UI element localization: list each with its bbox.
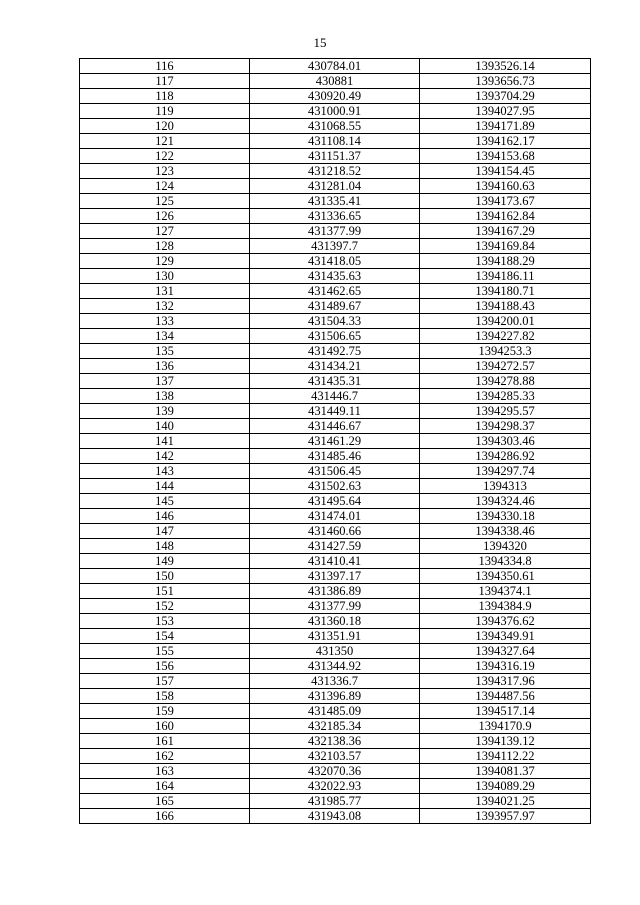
point-number-cell: 131 (80, 284, 250, 299)
x-coordinate-cell: 431489.67 (250, 299, 420, 314)
coordinates-table-body (80, 59, 591, 824)
x-coordinate-cell: 431446.67 (250, 419, 420, 434)
x-coordinate-cell: 431397.7 (250, 239, 420, 254)
y-coordinate-cell: 1394297.74 (420, 464, 591, 479)
point-number-cell: 148 (80, 539, 250, 554)
x-coordinate-cell: 431502.63 (250, 479, 420, 494)
x-coordinate-cell: 432070.36 (250, 764, 420, 779)
x-coordinate-cell: 431495.64 (250, 494, 420, 509)
table-row (80, 584, 591, 599)
x-coordinate-cell: 431344.92 (250, 659, 420, 674)
point-number-cell: 125 (80, 194, 250, 209)
point-number-cell: 157 (80, 674, 250, 689)
x-coordinate-cell: 431943.08 (250, 809, 420, 824)
point-number-cell: 145 (80, 494, 250, 509)
point-number-cell: 153 (80, 614, 250, 629)
x-coordinate-cell: 431485.09 (250, 704, 420, 719)
x-coordinate-cell: 432022.93 (250, 779, 420, 794)
point-number-cell: 130 (80, 269, 250, 284)
table-row (80, 194, 591, 209)
x-coordinate-cell: 431435.31 (250, 374, 420, 389)
y-coordinate-cell: 1394171.89 (420, 119, 591, 134)
y-coordinate-cell: 1394253.3 (420, 344, 591, 359)
point-number-cell: 135 (80, 344, 250, 359)
x-coordinate-cell: 431506.45 (250, 464, 420, 479)
y-coordinate-cell: 1394027.95 (420, 104, 591, 119)
table-row (80, 644, 591, 659)
table-row (80, 569, 591, 584)
x-coordinate-cell: 432103.57 (250, 749, 420, 764)
point-number-cell: 142 (80, 449, 250, 464)
table-row (80, 509, 591, 524)
y-coordinate-cell: 1394081.37 (420, 764, 591, 779)
y-coordinate-cell: 1394316.19 (420, 659, 591, 674)
table-row (80, 239, 591, 254)
y-coordinate-cell: 1394173.67 (420, 194, 591, 209)
y-coordinate-cell: 1394330.18 (420, 509, 591, 524)
table-row (80, 674, 591, 689)
table-row (80, 434, 591, 449)
y-coordinate-cell: 1394169.84 (420, 239, 591, 254)
point-number-cell: 158 (80, 689, 250, 704)
table-row (80, 494, 591, 509)
point-number-cell: 132 (80, 299, 250, 314)
y-coordinate-cell: 1394317.96 (420, 674, 591, 689)
table-row (80, 704, 591, 719)
point-number-cell: 141 (80, 434, 250, 449)
x-coordinate-cell: 431418.05 (250, 254, 420, 269)
y-coordinate-cell: 1394320 (420, 539, 591, 554)
point-number-cell: 116 (80, 59, 250, 74)
point-number-cell: 117 (80, 74, 250, 89)
point-number-cell: 143 (80, 464, 250, 479)
y-coordinate-cell: 1394186.11 (420, 269, 591, 284)
coordinates-table (79, 58, 591, 824)
table-row (80, 104, 591, 119)
point-number-cell: 156 (80, 659, 250, 674)
table-row (80, 689, 591, 704)
table-row (80, 59, 591, 74)
x-coordinate-cell: 431068.55 (250, 119, 420, 134)
point-number-cell: 160 (80, 719, 250, 734)
point-number-cell: 146 (80, 509, 250, 524)
y-coordinate-cell: 1394112.22 (420, 749, 591, 764)
point-number-cell: 161 (80, 734, 250, 749)
point-number-cell: 139 (80, 404, 250, 419)
point-number-cell: 163 (80, 764, 250, 779)
table-row (80, 809, 591, 824)
y-coordinate-cell: 1394162.84 (420, 209, 591, 224)
point-number-cell: 128 (80, 239, 250, 254)
point-number-cell: 122 (80, 149, 250, 164)
y-coordinate-cell: 1394324.46 (420, 494, 591, 509)
table-row (80, 134, 591, 149)
y-coordinate-cell: 1394167.29 (420, 224, 591, 239)
point-number-cell: 134 (80, 329, 250, 344)
y-coordinate-cell: 1393526.14 (420, 59, 591, 74)
table-row (80, 554, 591, 569)
point-number-cell: 119 (80, 104, 250, 119)
point-number-cell: 149 (80, 554, 250, 569)
x-coordinate-cell: 430784.01 (250, 59, 420, 74)
table-row (80, 659, 591, 674)
y-coordinate-cell: 1394285.33 (420, 389, 591, 404)
table-row (80, 284, 591, 299)
table-row (80, 749, 591, 764)
x-coordinate-cell: 431000.91 (250, 104, 420, 119)
x-coordinate-cell: 431492.75 (250, 344, 420, 359)
y-coordinate-cell: 1394295.57 (420, 404, 591, 419)
y-coordinate-cell: 1394272.57 (420, 359, 591, 374)
point-number-cell: 151 (80, 584, 250, 599)
point-number-cell: 121 (80, 134, 250, 149)
x-coordinate-cell: 431435.63 (250, 269, 420, 284)
point-number-cell: 152 (80, 599, 250, 614)
x-coordinate-cell: 431485.46 (250, 449, 420, 464)
point-number-cell: 147 (80, 524, 250, 539)
point-number-cell: 123 (80, 164, 250, 179)
y-coordinate-cell: 1394200.01 (420, 314, 591, 329)
table-row (80, 314, 591, 329)
point-number-cell: 124 (80, 179, 250, 194)
table-row (80, 254, 591, 269)
point-number-cell: 126 (80, 209, 250, 224)
x-coordinate-cell: 431350 (250, 644, 420, 659)
table-row (80, 179, 591, 194)
table-row (80, 794, 591, 809)
x-coordinate-cell: 431351.91 (250, 629, 420, 644)
x-coordinate-cell: 431151.37 (250, 149, 420, 164)
y-coordinate-cell: 1394338.46 (420, 524, 591, 539)
x-coordinate-cell: 431985.77 (250, 794, 420, 809)
table-row (80, 89, 591, 104)
point-number-cell: 127 (80, 224, 250, 239)
table-row (80, 764, 591, 779)
y-coordinate-cell: 1394517.14 (420, 704, 591, 719)
point-number-cell: 138 (80, 389, 250, 404)
x-coordinate-cell: 430920.49 (250, 89, 420, 104)
x-coordinate-cell: 431474.01 (250, 509, 420, 524)
y-coordinate-cell: 1394334.8 (420, 554, 591, 569)
point-number-cell: 159 (80, 704, 250, 719)
x-coordinate-cell: 431449.11 (250, 404, 420, 419)
table-row (80, 524, 591, 539)
x-coordinate-cell: 431336.65 (250, 209, 420, 224)
x-coordinate-cell: 431427.59 (250, 539, 420, 554)
x-coordinate-cell: 431281.04 (250, 179, 420, 194)
point-number-cell: 136 (80, 359, 250, 374)
point-number-cell: 144 (80, 479, 250, 494)
point-number-cell: 150 (80, 569, 250, 584)
table-row (80, 374, 591, 389)
x-coordinate-cell: 431396.89 (250, 689, 420, 704)
y-coordinate-cell: 1394188.43 (420, 299, 591, 314)
point-number-cell: 133 (80, 314, 250, 329)
table-row (80, 359, 591, 374)
y-coordinate-cell: 1394089.29 (420, 779, 591, 794)
page-number: 15 (313, 35, 327, 50)
point-number-cell: 118 (80, 89, 250, 104)
y-coordinate-cell: 1394327.64 (420, 644, 591, 659)
table-row (80, 269, 591, 284)
y-coordinate-cell: 1394227.82 (420, 329, 591, 344)
table-row (80, 419, 591, 434)
point-number-cell: 162 (80, 749, 250, 764)
table-row (80, 539, 591, 554)
y-coordinate-cell: 1394170.9 (420, 719, 591, 734)
x-coordinate-cell: 431360.18 (250, 614, 420, 629)
y-coordinate-cell: 1393656.73 (420, 74, 591, 89)
table-row (80, 119, 591, 134)
x-coordinate-cell: 432138.36 (250, 734, 420, 749)
x-coordinate-cell: 431434.21 (250, 359, 420, 374)
point-number-cell: 164 (80, 779, 250, 794)
y-coordinate-cell: 1394278.88 (420, 374, 591, 389)
table-row (80, 734, 591, 749)
y-coordinate-cell: 1394160.63 (420, 179, 591, 194)
point-number-cell: 129 (80, 254, 250, 269)
table-row (80, 404, 591, 419)
x-coordinate-cell: 431410.41 (250, 554, 420, 569)
x-coordinate-cell: 431446.7 (250, 389, 420, 404)
point-number-cell: 137 (80, 374, 250, 389)
y-coordinate-cell: 1394139.12 (420, 734, 591, 749)
point-number-cell: 155 (80, 644, 250, 659)
table-row (80, 479, 591, 494)
x-coordinate-cell: 432185.34 (250, 719, 420, 734)
y-coordinate-cell: 1394350.61 (420, 569, 591, 584)
x-coordinate-cell: 431336.7 (250, 674, 420, 689)
x-coordinate-cell: 431462.65 (250, 284, 420, 299)
y-coordinate-cell: 1394303.46 (420, 434, 591, 449)
y-coordinate-cell: 1393957.97 (420, 809, 591, 824)
x-coordinate-cell: 431461.29 (250, 434, 420, 449)
x-coordinate-cell: 431504.33 (250, 314, 420, 329)
x-coordinate-cell: 431397.17 (250, 569, 420, 584)
y-coordinate-cell: 1394376.62 (420, 614, 591, 629)
x-coordinate-cell: 430881 (250, 74, 420, 89)
y-coordinate-cell: 1394180.71 (420, 284, 591, 299)
y-coordinate-cell: 1394021.25 (420, 794, 591, 809)
table-row (80, 629, 591, 644)
point-number-cell: 166 (80, 809, 250, 824)
table-row (80, 344, 591, 359)
table-row (80, 449, 591, 464)
y-coordinate-cell: 1394154.45 (420, 164, 591, 179)
y-coordinate-cell: 1394313 (420, 479, 591, 494)
table-row (80, 149, 591, 164)
table-row (80, 599, 591, 614)
x-coordinate-cell: 431377.99 (250, 599, 420, 614)
x-coordinate-cell: 431218.52 (250, 164, 420, 179)
table-row (80, 164, 591, 179)
x-coordinate-cell: 431460.66 (250, 524, 420, 539)
table-row (80, 464, 591, 479)
table-row (80, 209, 591, 224)
x-coordinate-cell: 431108.14 (250, 134, 420, 149)
y-coordinate-cell: 1394384.9 (420, 599, 591, 614)
table-row (80, 614, 591, 629)
x-coordinate-cell: 431386.89 (250, 584, 420, 599)
table-row (80, 779, 591, 794)
x-coordinate-cell: 431335.41 (250, 194, 420, 209)
x-coordinate-cell: 431377.99 (250, 224, 420, 239)
point-number-cell: 165 (80, 794, 250, 809)
point-number-cell: 154 (80, 629, 250, 644)
table-row (80, 329, 591, 344)
x-coordinate-cell: 431506.65 (250, 329, 420, 344)
table-row (80, 74, 591, 89)
table-row (80, 719, 591, 734)
y-coordinate-cell: 1394487.56 (420, 689, 591, 704)
y-coordinate-cell: 1394162.17 (420, 134, 591, 149)
y-coordinate-cell: 1394374.1 (420, 584, 591, 599)
y-coordinate-cell: 1394188.29 (420, 254, 591, 269)
point-number-cell: 140 (80, 419, 250, 434)
table-row (80, 224, 591, 239)
table-row (80, 389, 591, 404)
y-coordinate-cell: 1394349.91 (420, 629, 591, 644)
y-coordinate-cell: 1394286.92 (420, 449, 591, 464)
table-row (80, 299, 591, 314)
y-coordinate-cell: 1394298.37 (420, 419, 591, 434)
y-coordinate-cell: 1394153.68 (420, 149, 591, 164)
point-number-cell: 120 (80, 119, 250, 134)
y-coordinate-cell: 1393704.29 (420, 89, 591, 104)
